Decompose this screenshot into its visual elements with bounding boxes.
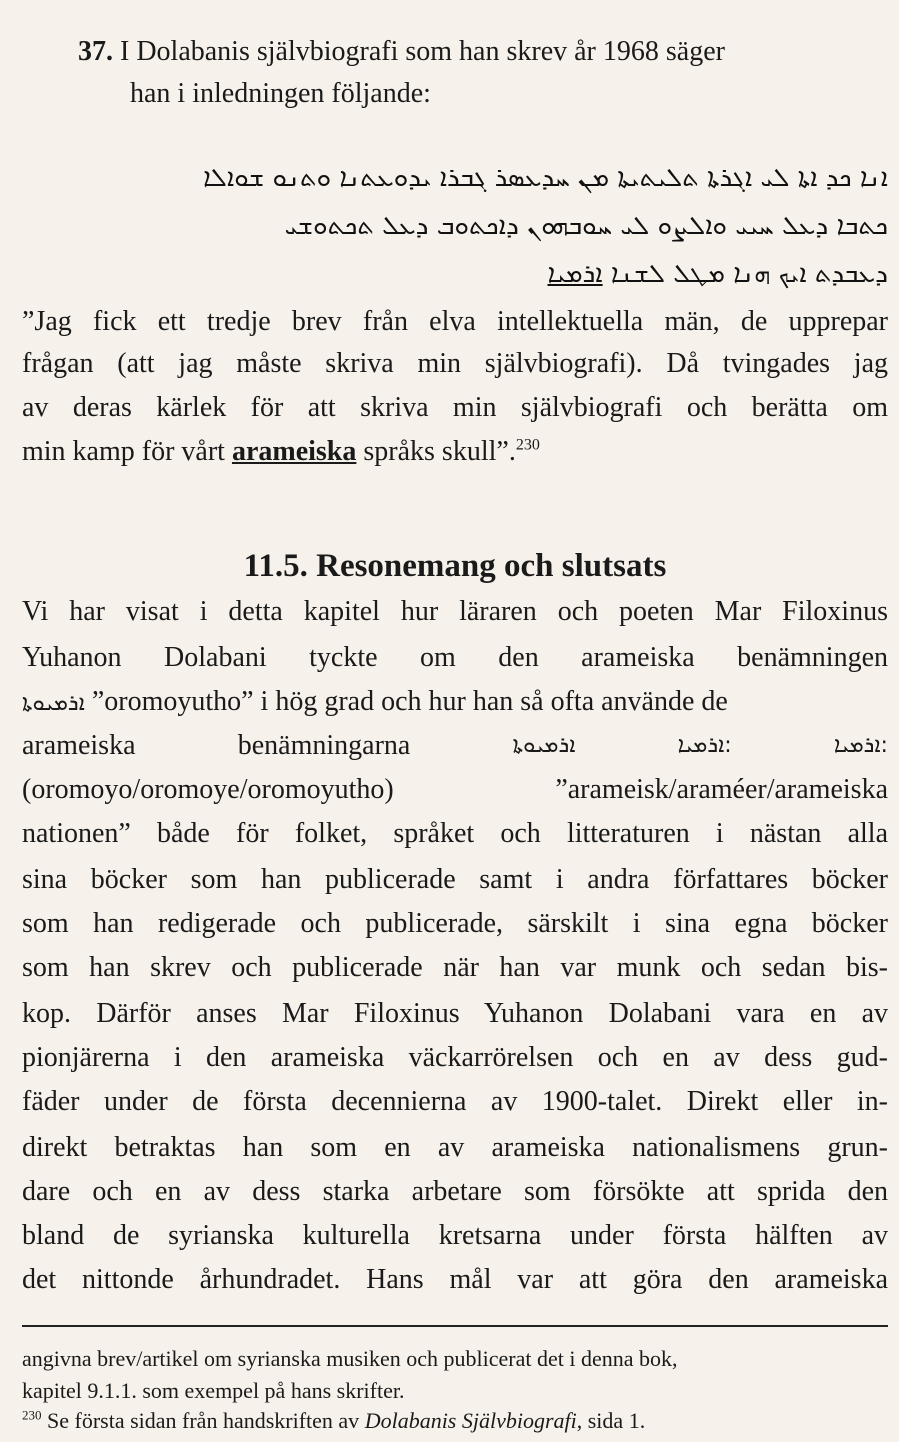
syriac-quote-line-3-text: ܕܥܒܕܬ ܐܝܟ ܗܢܐ ܡܛܠ ܠܫܢܐ: [602, 259, 888, 289]
translation-line-4: [22, 436, 888, 468]
body-line-7: sina böcker som han publicerade samt i andra författares böcker: [22, 864, 888, 895]
body-line-3-text: ”oromoyutho” i hög grad och hur han så ofta använde de: [84, 686, 728, 717]
body-line-12: fäder under de första decennierna av 1900-talet. Direkt eller in-: [22, 1086, 888, 1117]
body-line-5: (oromoyo/oromoye/oromoyutho) ”arameisk/araméer/arameiska: [22, 774, 888, 805]
body-line-14: dare och en av dess starka arbetare som försökte att sprida den: [22, 1176, 888, 1207]
body-line-3: [22, 686, 888, 720]
translation-line-4-pre: min kamp för vårt: [22, 436, 232, 467]
footnote-230-post: , sida 1.: [576, 1408, 646, 1433]
footnote-230-title: Dolabanis Självbiografi: [364, 1408, 577, 1433]
syriac-underlined-word: ܐܪܡܝܐ: [547, 259, 603, 289]
body-line-1: Vi har visat i detta kapitel hur läraren och poeten Mar Filoxinus: [22, 596, 888, 627]
syriac-term-2: ܐܪܡܝܐ:: [677, 733, 732, 758]
translation-line-3: av deras kärlek för att skriva min självbiografi och berätta om: [22, 392, 888, 423]
translation-line-1: ”Jag fick ett tredje brev från elva intellektuella män, de upprepar: [22, 306, 888, 337]
body-line-2: Yuhanon Dolabani tyckte om den arameiska benämningen: [22, 642, 888, 673]
footnote-230: [22, 1408, 888, 1434]
syriac-term-3: ܐܪܡܝܐ:: [833, 733, 888, 758]
body-line-11: pionjärerna i den arameiska väckarrörelsen och en av dess gud-: [22, 1042, 888, 1073]
footnote-divider: [22, 1325, 888, 1327]
body-line-13: direkt betraktas han som en av arameiska nationalismens grun-: [22, 1132, 888, 1163]
section-heading: [22, 546, 888, 586]
footnote-ref-230: 230: [515, 436, 540, 454]
item-37-line-2: han i inledningen följande:: [130, 78, 431, 109]
footnote-line-1: angivna brev/artikel om syrianska musiken och publicerat det i denna bok,: [22, 1346, 678, 1371]
translation-line-2: frågan (att jag måste skriva min självbiografi). Då tvingades jag: [22, 348, 888, 379]
syriac-oromoyutho: ܐܪܡܝܘܬܐ: [22, 691, 85, 716]
section-title: Resonemang och slutsats: [316, 548, 667, 584]
body-line-15: bland de syrianska kulturella kretsarna under första hälften av: [22, 1220, 888, 1251]
footnote-230-pre: Se första sidan från handskriften av: [41, 1408, 365, 1433]
body-line-4: [22, 730, 888, 762]
body-line-10: kop. Därför anses Mar Filoxinus Yuhanon Dolabani vara en av: [22, 998, 888, 1029]
item-number: 37.: [78, 36, 113, 67]
body-line-8: som han redigerade och publicerade, särskilt i sina egna böcker: [22, 908, 888, 939]
arameiska-emphasis: arameiska: [231, 436, 357, 467]
body-line-6: nationen” både för folket, språket och litteraturen i nästan alla: [22, 818, 888, 849]
syriac-quote-line-3: [22, 254, 888, 294]
syriac-quote-line-1: ܐܢܐ ܟܕ ܐܬܐ ܠܝ ܐܓܪܬܐ ܬܠܝܬܝܬܐ ܡܢ ܚܕܥܣܪ ܓܒܪܐ ܝܕܘܥܬܢܐ ܘܬܢܘ ܫܘܐܠܐ: [203, 163, 888, 193]
footnote-line-2: kapitel 9.1.1. som exempel på hans skrifter.: [22, 1378, 405, 1403]
body-line-16: det nittonde århundradet. Hans mål var att göra den arameiska: [22, 1264, 888, 1295]
section-number: 11.5.: [243, 548, 308, 584]
footnote-230-number: 230: [22, 1407, 42, 1423]
item-37-text: I Dolabanis självbiografi som han skrev år 1968 säger: [120, 36, 725, 67]
body-line-9: som han skrev och publicerade när han var munk och sedan bis-: [22, 952, 888, 983]
translation-line-4-post: språks skull”.: [356, 436, 516, 467]
document-page: [22, 0, 888, 1442]
syriac-term-1: ܐܪܡܝܘܬܐ: [512, 733, 576, 758]
item-37-line-1: [22, 36, 888, 68]
body-word-benamningarna: benämningarna: [237, 730, 411, 761]
body-word-arameiska: arameiska: [22, 730, 136, 761]
syriac-quote-line-2: ܟܬܒܐ ܕܥܠ ܚܝܝ ܘܐܠܨܘ ܠܝ ܚܘܒܗܘܢ ܕܐܟܬܘܒ ܕܥܠ ܬܟܬܘܫܝ: [284, 211, 888, 241]
